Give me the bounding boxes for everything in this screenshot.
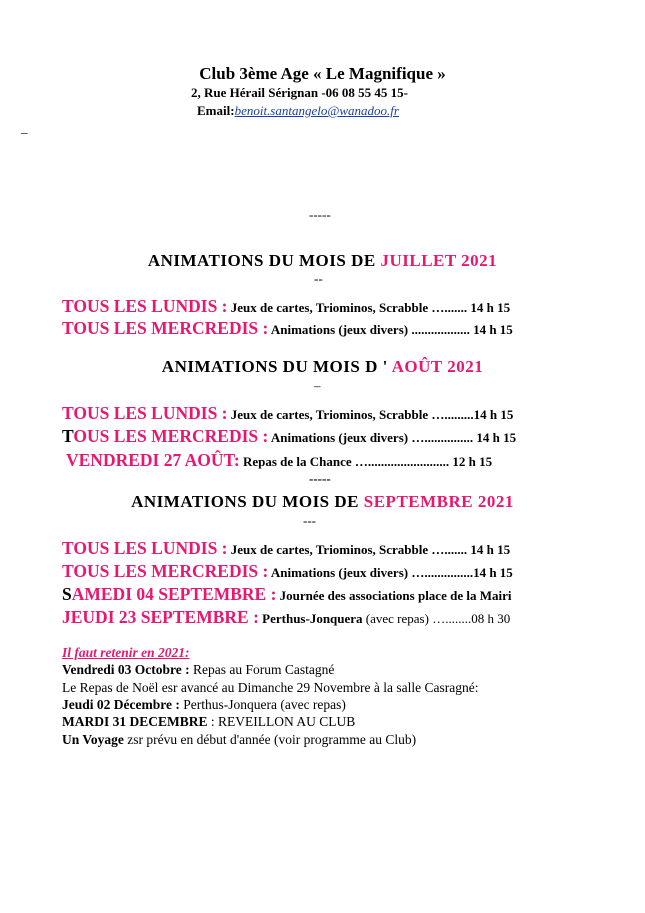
heading-septembre-text: ANIMATIONS DU MOIS DE xyxy=(131,492,364,511)
note-line: Jeudi 02 Décembre : Perthus-Jonquera (avec repas) xyxy=(62,697,346,712)
separator-septembre: --- xyxy=(303,513,316,528)
notes-title: Il faut retenir en 2021: xyxy=(62,645,190,660)
row-activity: Journée des associations place de la Mairi xyxy=(276,588,512,603)
row-day: OUS LES MERCREDIS : xyxy=(73,426,269,446)
sept-row-mercredis xyxy=(62,561,513,582)
row-day: TOUS LES MERCREDIS : xyxy=(62,318,269,338)
sept-row-jeudi xyxy=(62,607,510,628)
stray-mark: _ xyxy=(21,120,28,135)
row-day: TOUS LES LUNDIS : xyxy=(62,538,228,558)
juillet-row-lundis xyxy=(62,296,510,317)
sept-row-samedi xyxy=(62,584,511,605)
aout-row-vendredi xyxy=(66,450,492,471)
heading-aout-month: AOÛT 2021 xyxy=(391,357,484,376)
note-line: MARDI 31 DECEMBRE : REVEILLON AU CLUB xyxy=(62,714,356,729)
separator-top: ----- xyxy=(309,207,331,222)
row-day-initial: S xyxy=(62,584,72,604)
note-line: Un Voyage zsr prévu en début d'année (voir programme au Club) xyxy=(62,732,417,747)
club-title: Club 3ème Age « Le Magnifique » xyxy=(199,64,446,83)
aout-row-lundis xyxy=(62,403,513,424)
row-day: TOUS LES MERCREDIS : xyxy=(62,561,269,581)
club-address: 2, Rue Hérail Sérignan -06 08 55 45 15- xyxy=(191,85,409,100)
heading-juillet xyxy=(0,251,645,271)
heading-juillet-text: ANIMATIONS DU MOIS DE xyxy=(147,251,381,270)
row-day: AMEDI 04 SEPTEMBRE : xyxy=(71,584,277,604)
row-activity: Repas de la Chance …......................... 12 h 15 xyxy=(239,454,493,469)
email-link[interactable]: benoit.santangelo@wanadoo.fr xyxy=(234,103,399,118)
row-activity: Jeux de cartes, Triominos, Scrabble ….........14 h 15 xyxy=(227,407,514,422)
row-activity: Jeux de cartes, Triominos, Scrabble …....... 14 h 15 xyxy=(227,542,511,557)
row-activity: Jeux de cartes, Triominos, Scrabble …....... 14 h 15 xyxy=(227,300,511,315)
club-email-line xyxy=(197,103,399,119)
row-activity: Animations (jeux divers) …...............14 h 15 xyxy=(268,565,513,580)
heading-aout-text: ANIMATIONS DU MOIS D ' xyxy=(161,357,392,376)
row-day: JEUDI 23 SEPTEMBRE : xyxy=(62,607,259,627)
row-day-initial: T xyxy=(62,426,74,446)
row-activity-place: Perthus-Jonquera xyxy=(258,611,363,626)
heading-aout xyxy=(0,357,645,377)
separator-aout: – xyxy=(314,378,321,393)
heading-juillet-month: JUILLET 2021 xyxy=(380,251,498,270)
separator-before-septembre: ----- xyxy=(309,471,331,486)
row-activity: Animations (jeux divers) .................. 14 h 15 xyxy=(268,322,513,337)
row-activity: Animations (jeux divers) …............... 14 h 15 xyxy=(268,430,517,445)
heading-septembre-month: SEPTEMBRE 2021 xyxy=(363,492,514,511)
sept-row-lundis xyxy=(62,538,510,559)
heading-septembre xyxy=(0,492,645,512)
juillet-row-mercredis xyxy=(62,318,513,339)
row-activity: (avec repas) …........08 h 30 xyxy=(362,611,511,626)
aout-row-mercredis xyxy=(62,426,516,447)
note-line: Le Repas de Noël esr avancé au Dimanche 29 Novembre à la salle Casragné: xyxy=(62,680,479,695)
note-line: Vendredi 03 Octobre : Repas au Forum Castagné xyxy=(62,662,335,677)
separator-juillet: -- xyxy=(314,271,323,286)
email-label: Email: xyxy=(197,103,235,118)
row-day: TOUS LES LUNDIS : xyxy=(62,296,228,316)
row-day: VENDREDI 27 AOÛT: xyxy=(66,450,240,470)
row-day: TOUS LES LUNDIS : xyxy=(62,403,228,423)
